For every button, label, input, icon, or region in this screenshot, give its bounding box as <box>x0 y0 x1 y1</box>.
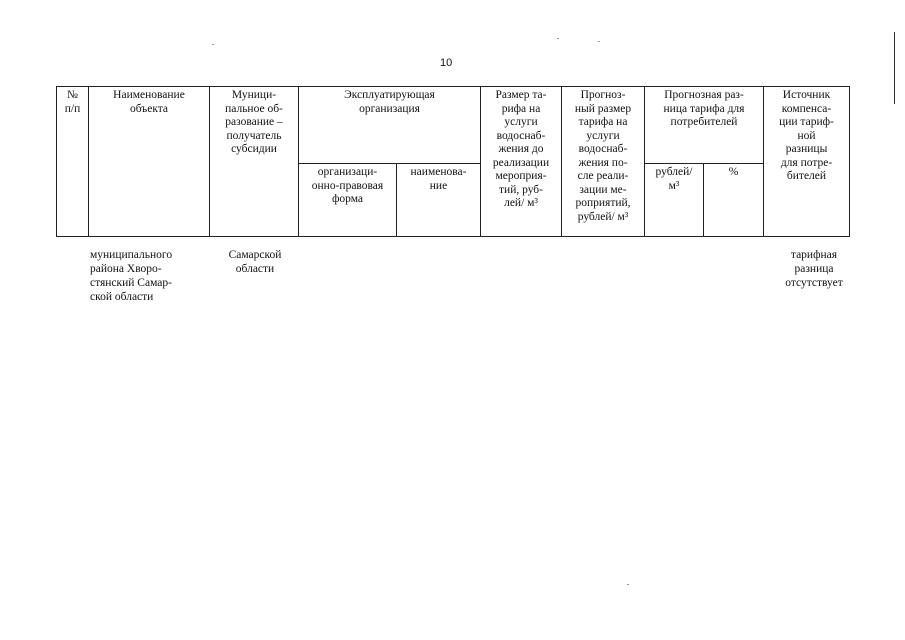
header-municipality: Муници- пальное об- разование – получатель субсидии <box>210 87 299 237</box>
scan-margin-line <box>894 32 895 104</box>
continuation-object-name: муниципального района Хворо- стянский Самар- ской области <box>90 249 173 303</box>
tariff-table <box>56 86 850 237</box>
header-forecast-tariff: Прогноз- ный размер тарифа на услуги водоснаб- жения по- сле реали- зации ме- роприятий, рублей/ м³ <box>562 87 645 237</box>
header-operator: Эксплуатирующая организация <box>299 87 481 164</box>
header-tariff-difference: Прогнозная раз- ница тарифа для потребителей <box>645 87 764 164</box>
header-current-tariff: Размер та- рифа на услуги водоснаб- жения до реализации мероприя- тий, руб- лей/ м³ <box>481 87 562 237</box>
page-number: 10 <box>440 57 453 69</box>
scan-speck <box>627 584 629 585</box>
header-object-name: Наименование объекта <box>89 87 210 237</box>
scan-speck <box>557 38 559 39</box>
header-compensation-source: Источник компенса- ции тариф- ной разницы для потре- бителей <box>764 87 850 237</box>
subheader-legal-form: организаци- онно-правовая форма <box>299 164 397 237</box>
subheader-rubles: рублей/ м³ <box>645 164 704 237</box>
continuation-compensation-source: тарифная разница отсутствует <box>785 249 843 289</box>
header-number: № п/п <box>57 87 89 237</box>
scan-speck <box>598 41 600 42</box>
subheader-percent: % <box>704 164 764 237</box>
subheader-org-name: наименова- ние <box>397 164 481 237</box>
continuation-municipality: Самарской области <box>228 249 282 275</box>
scan-speck <box>212 44 214 45</box>
